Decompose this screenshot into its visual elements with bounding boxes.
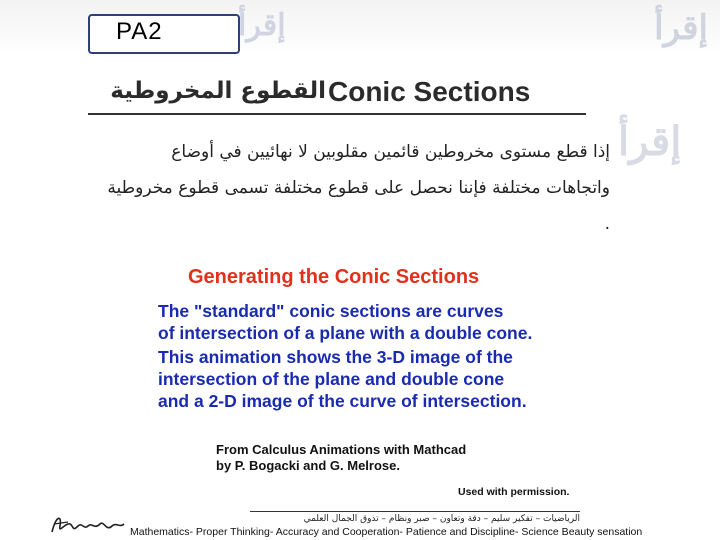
source-line: From Calculus Animations with Mathcad <box>216 442 467 457</box>
card-line: intersection of the plane and double cone <box>158 369 505 389</box>
card-body <box>158 300 594 412</box>
card-line: of intersection of a plane with a double cone. <box>158 323 533 343</box>
footer-arabic: الرياضيات – تفكير سليم – دقة وتعاون – صبر ونظام – تذوق الجمال العلمي <box>303 514 580 524</box>
intro-line-3: . <box>604 214 610 234</box>
iqra-logo-side: إقرأ <box>618 118 682 165</box>
slide-badge-frame <box>88 14 240 54</box>
intro-line-2: واتجاهات مختلفة فإننا نحصل على قطوع مختلفة تسمى قطوع مخروطية <box>107 178 610 198</box>
card-line: This animation shows the 3-D image of the <box>158 347 513 367</box>
title-underline <box>88 113 586 115</box>
intro-line-1: إذا قطع مستوى مخروطين قائمين مقلوبين لا نهائيين في أوضاع <box>171 142 610 162</box>
card-line: and a 2-D image of the curve of intersection. <box>158 391 527 411</box>
card-line: The "standard" conic sections are curves <box>158 301 504 321</box>
permission-note: Used with permission. <box>458 486 570 498</box>
slide-title <box>80 76 588 114</box>
signature-icon <box>48 512 126 536</box>
source-line: by P. Bogacki and G. Melrose. <box>216 458 400 473</box>
slide-title-arabic: القطوع المخروطية <box>110 78 326 104</box>
footer-english: Mathematics- Proper Thinking- Accuracy and Cooperation- Patience and Discipline- Science Beauty sensation <box>130 526 643 538</box>
animation-card <box>142 248 592 510</box>
slide-badge: PA2 <box>116 18 163 45</box>
card-source <box>216 442 466 474</box>
iqra-logo-corner: إقرأ <box>654 8 708 48</box>
intro-text <box>40 134 610 242</box>
card-title: Generating the Conic Sections <box>188 266 480 288</box>
footer-divider <box>250 511 580 512</box>
slide-title-english: Conic Sections <box>328 76 531 107</box>
iqra-logo-top: إقرأ <box>238 8 286 43</box>
